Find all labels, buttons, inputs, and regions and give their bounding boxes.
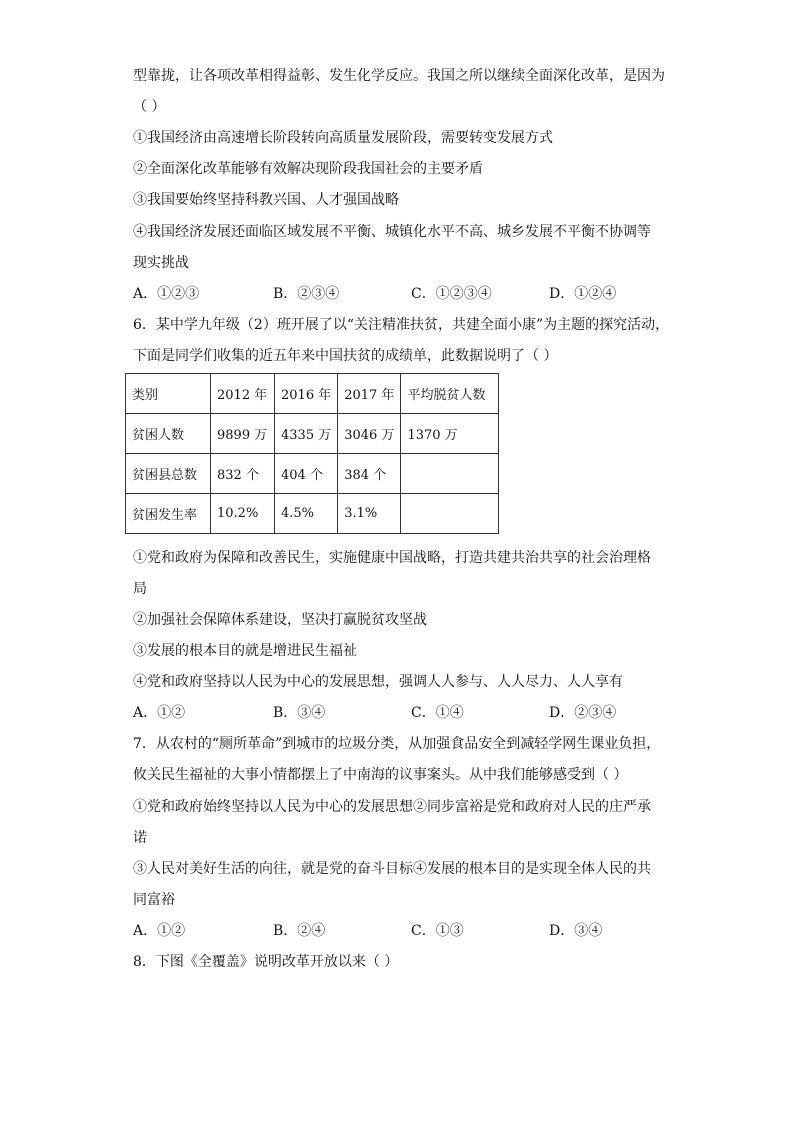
q5-statement-4-line-2: 现实挑战 bbox=[133, 255, 189, 271]
q6-statement-2: ②加强社会保障体系建设，坚决打赢脱贫攻坚战 bbox=[133, 612, 427, 628]
q6-options bbox=[133, 703, 693, 723]
table-header-cell: 类别 bbox=[126, 374, 211, 414]
table-cell: 832 个 bbox=[211, 454, 275, 494]
q7-option-d[interactable]: D．③④ bbox=[549, 923, 603, 939]
q6-statement-4: ④党和政府坚持以人民为中心的发展思想，强调人人参与、人人尽力、人人享有 bbox=[133, 674, 623, 690]
table-cell: 3046 万 bbox=[338, 414, 401, 454]
q7-statements-1-2-line-2: 诺 bbox=[133, 830, 147, 846]
table-header-cell: 2017 年 bbox=[338, 374, 401, 414]
q6-stem-line-1: 6．某中学九年级（2）班开展了以“关注精准扶贫，共建全面小康”为主题的探究活动， bbox=[133, 317, 670, 333]
q5-option-d[interactable]: D．①②④ bbox=[549, 286, 617, 302]
table-cell: 3.1% bbox=[338, 494, 401, 534]
q5-statement-1: ①我国经济由高速增长阶段转向高质量发展阶段，需要转变发展方式 bbox=[133, 130, 553, 146]
table-cell bbox=[401, 454, 499, 494]
q6-option-c[interactable]: C．①④ bbox=[411, 705, 464, 721]
table-cell: 4335 万 bbox=[275, 414, 338, 454]
q6-option-b[interactable]: B．③④ bbox=[273, 705, 326, 721]
q7-stem-line-1: 7．从农村的“厕所革命”到城市的垃圾分类，从加强食品安全到减轻学网生课业负担， bbox=[133, 736, 661, 752]
q7-statements-3-4-line-1: ③人民对美好生活的向往，就是党的奋斗目标④发展的根本目的是实现全体人民的共 bbox=[133, 861, 651, 877]
table-header-cell: 平均脱贫人数 bbox=[401, 374, 499, 414]
q6-option-a[interactable]: A．①② bbox=[133, 705, 186, 721]
table-row bbox=[126, 454, 499, 494]
q5-option-b[interactable]: B．②③④ bbox=[273, 286, 340, 302]
q7-option-b[interactable]: B．②④ bbox=[273, 923, 326, 939]
table-cell: 1370 万 bbox=[401, 414, 499, 454]
table-cell: 9899 万 bbox=[211, 414, 275, 454]
q5-statement-2: ②全面深化改革能够有效解决现阶段我国社会的主要矛盾 bbox=[133, 161, 483, 177]
table-cell: 4.5% bbox=[275, 494, 338, 534]
q5-statement-4-line-1: ④我国经济发展还面临区域发展不平衡、城镇化水平不高、城乡发展不平衡不协调等 bbox=[133, 224, 651, 240]
poverty-data-table bbox=[125, 373, 499, 534]
table-header-row bbox=[126, 374, 499, 414]
q6-option-d[interactable]: D．②③④ bbox=[549, 705, 617, 721]
q7-statements-3-4-line-2: 同富裕 bbox=[133, 892, 175, 908]
table-cell: 贫困发生率 bbox=[126, 494, 211, 534]
table-cell: 384 个 bbox=[338, 454, 401, 494]
q7-statements-1-2-line-1: ①党和政府始终坚持以人民为中心的发展思想②同步富裕是党和政府对人民的庄严承 bbox=[133, 799, 651, 815]
table-header-cell: 2012 年 bbox=[211, 374, 275, 414]
q8-stem: 8．下图《全覆盖》说明改革开放以来（ ） bbox=[133, 954, 399, 970]
q5-statement-3: ③我国要始终坚持科教兴国、人才强国战略 bbox=[133, 192, 399, 208]
q6-statement-1-line-2: 局 bbox=[133, 581, 147, 597]
q5-option-a[interactable]: A．①②③ bbox=[133, 286, 200, 302]
q5-options bbox=[133, 284, 693, 304]
table-cell: 10.2% bbox=[211, 494, 275, 534]
q5-answer-blank: （ ） bbox=[133, 99, 166, 115]
q7-option-a[interactable]: A．①② bbox=[133, 923, 186, 939]
q6-statement-3: ③发展的根本目的就是增进民生福祉 bbox=[133, 643, 357, 659]
table-header-cell: 2016 年 bbox=[275, 374, 338, 414]
q7-options bbox=[133, 921, 693, 941]
table-row bbox=[126, 414, 499, 454]
table-cell bbox=[401, 494, 499, 534]
table-cell: 贫困人数 bbox=[126, 414, 211, 454]
q6-stem-line-2: 下面是同学们收集的近五年来中国扶贫的成绩单，此数据说明了（ ） bbox=[133, 348, 558, 364]
q6-statement-1-line-1: ①党和政府为保障和改善民生，实施健康中国战略，打造共建共治共享的社会治理格 bbox=[133, 550, 651, 566]
table-cell: 贫困县总数 bbox=[126, 454, 211, 494]
q7-stem-line-2: 攸关民生福祉的大事小情都摆上了中南海的议事案头。从中我们能够感受到（ ） bbox=[133, 767, 628, 783]
q5-stem-line-1: 型靠拢，让各项改革相得益彰、发生化学反应。我国之所以继续全面深化改革，是因为 bbox=[133, 68, 665, 84]
table-row bbox=[126, 494, 499, 534]
q7-option-c[interactable]: C．①③ bbox=[411, 923, 464, 939]
table-cell: 404 个 bbox=[275, 454, 338, 494]
q5-option-c[interactable]: C．①②③④ bbox=[411, 286, 492, 302]
